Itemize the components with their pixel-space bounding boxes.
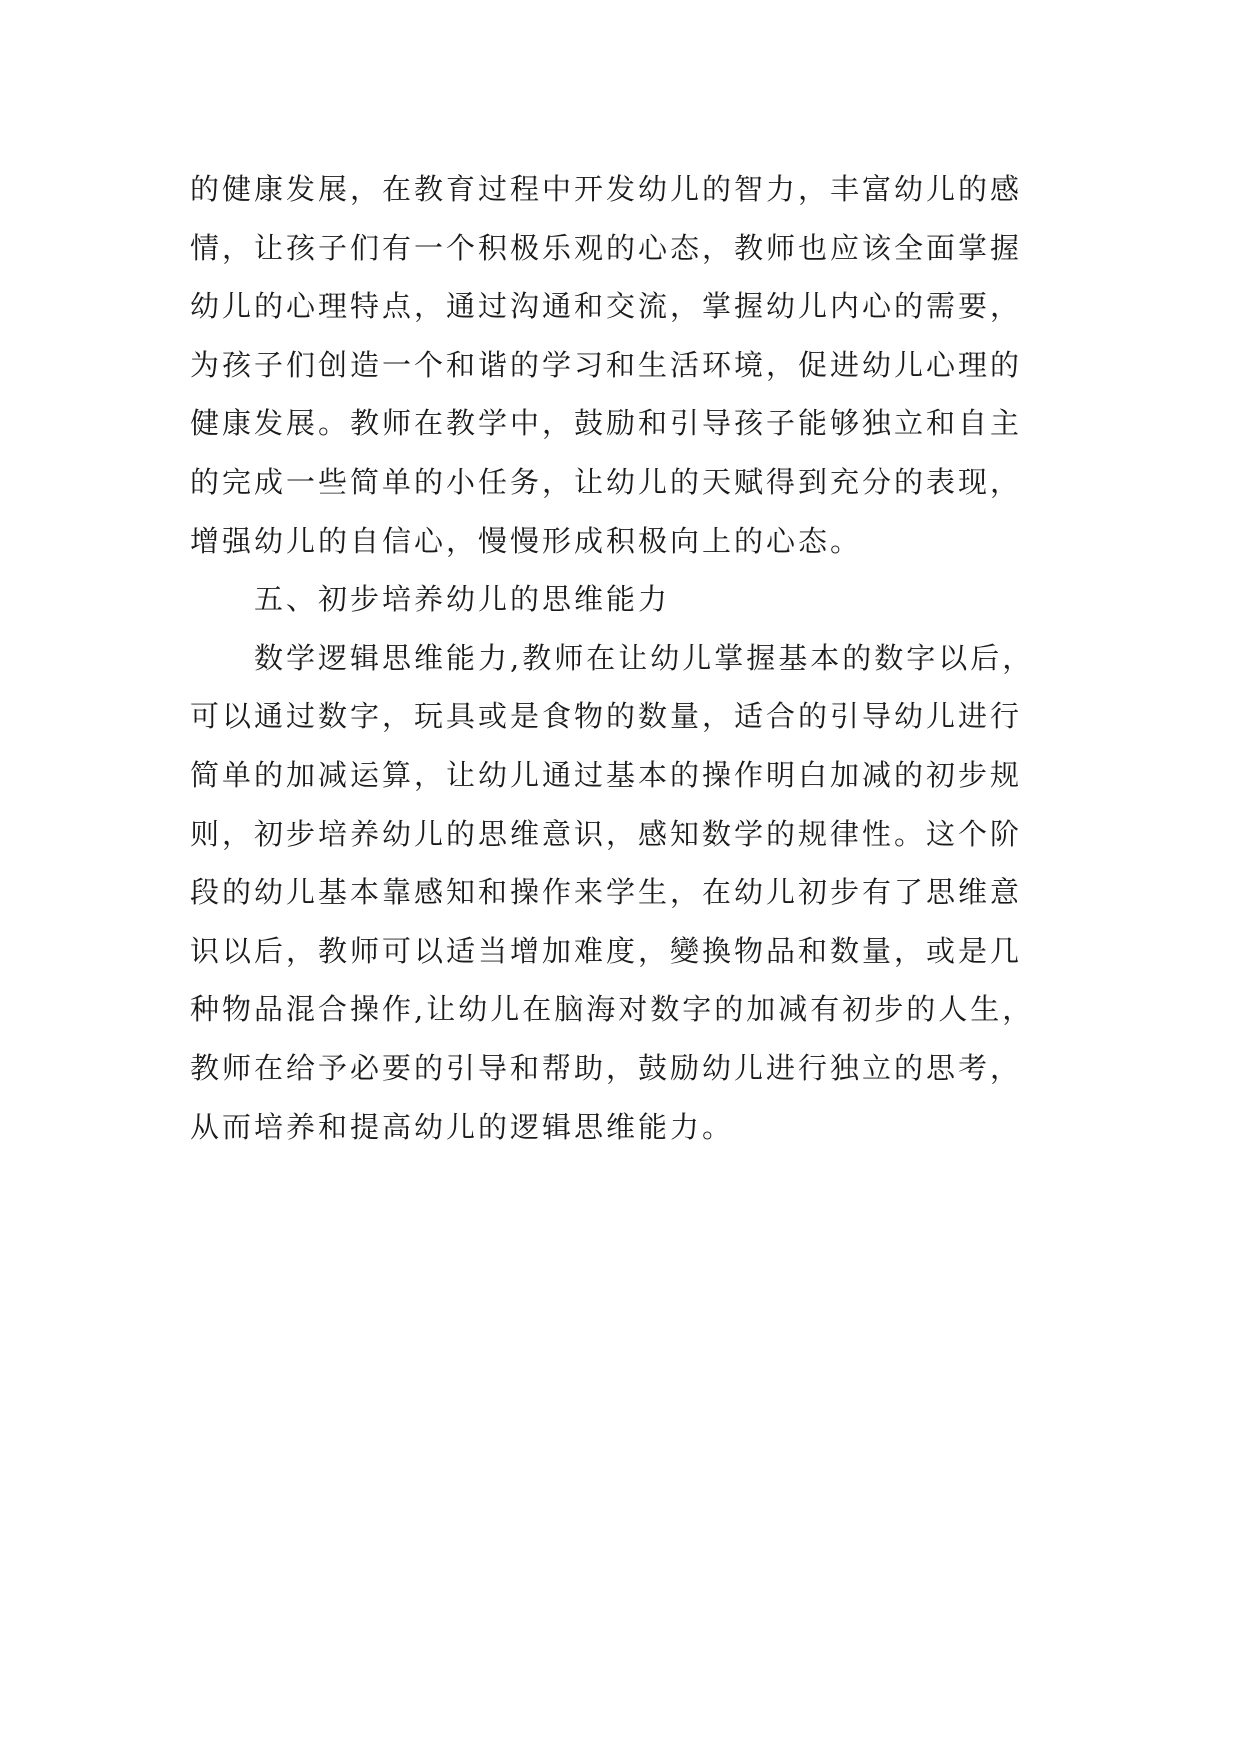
text-line: 教师在给予必要的引导和帮助，鼓励幼儿进行独立的思考， [190,1050,1023,1085]
text-line: 的健康发展，在教育过程中开发幼儿的智力，丰富幼儿的感 [190,172,1023,206]
text-line: 可以通过数字，玩具或是食物的数量，适合的引导幼儿进行 [190,699,1023,734]
text-line: 简单的加减运算，让幼儿通过基本的操作明白加减的初步规 [190,757,1023,792]
text-line: 健康发展。教师在教学中，鼓励和引导孩子能够独立和自主 [190,406,1023,441]
text-line: 为孩子们创造一个和谐的学习和生活环境，促进幼儿心理的 [190,347,1023,382]
text-line: 从而培养和提高幼儿的逻辑思维能力。 [190,1109,735,1144]
text-line: 则，初步培养幼儿的思维意识，感知数学的规律性。这个阶 [190,816,1023,851]
text-line: 增强幼儿的自信心，慢慢形成积极向上的心态。 [190,523,863,558]
text-line: 的完成一些简单的小任务，让幼儿的天赋得到充分的表现， [190,464,1023,499]
text-line: 情，让孩子们有一个积极乐观的心态，教师也应该全面掌握 [190,230,1023,265]
text-line: 段的幼儿基本靠感知和操作来学生，在幼儿初步有了思维意 [190,875,1023,910]
section-heading: 五、初步培养幼儿的思维能力 [254,582,671,617]
text-line: 幼儿的心理特点，通过沟通和交流，掌握幼儿内心的需要， [190,289,1023,324]
text-line: 数学逻辑思维能力,教师在让幼儿掌握基本的数字以后， [254,640,1035,675]
text-line: 种物品混合操作,让幼儿在脑海对数字的加减有初步的人生， [190,992,1035,1027]
text-line: 识以后，教师可以适当增加难度，變換物品和数量，或是几 [190,933,1023,968]
body-text [190,160,1070,1156]
